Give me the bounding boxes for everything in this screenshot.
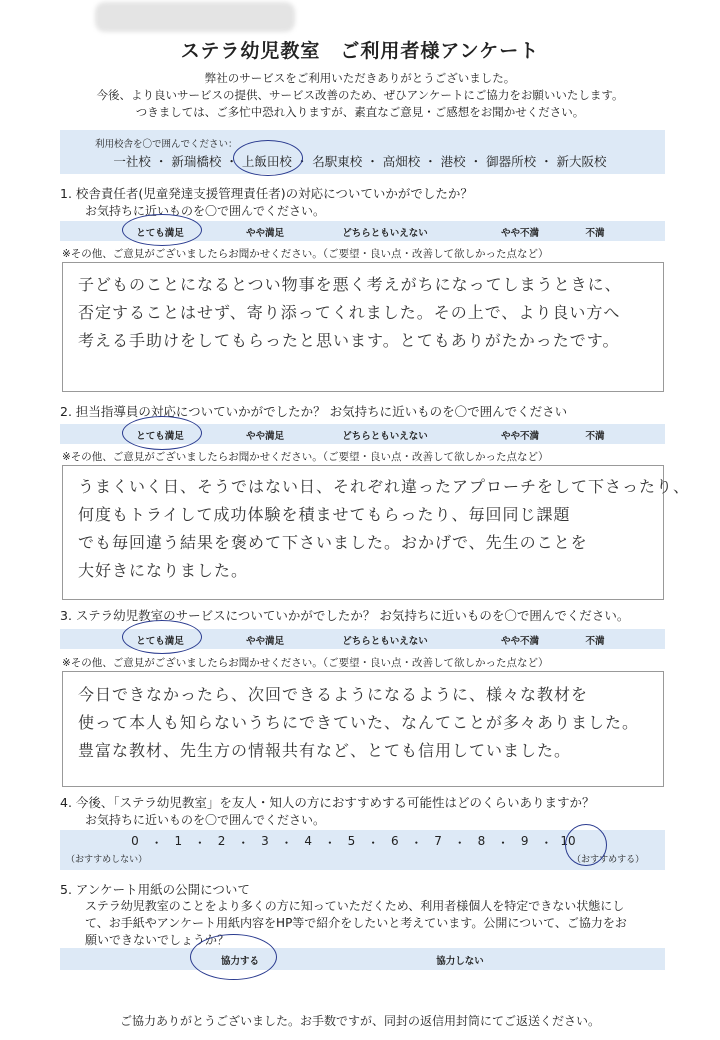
q1-option-5: 不満 — [585, 228, 605, 239]
q4-scale-number: 0 — [131, 834, 139, 848]
q3-note-label: ※その他、ご意見がございましたらお聞かせください。（ご要望・良い点・改善して欲しかった点など） — [62, 657, 549, 669]
q4-scale-number: 5 — [347, 834, 356, 848]
q4-scale-number: 7 — [434, 834, 442, 848]
school-list: 一社校 ・ 新瑞橋校 ・ 上飯田校 ・ 名駅東校 ・ 高畑校 ・ 港校 ・ 御器所校 ・ 新大阪校 — [113, 154, 607, 169]
school-select-label: 利用校舎を〇で囲んでください： — [95, 139, 238, 150]
q3-option-2: やや満足 — [245, 636, 284, 647]
q2-option-5: 不満 — [585, 431, 605, 442]
q4-scale-separator: ・ — [150, 836, 163, 850]
intro-line-1: 弊社のサービスをご利用いただきありがとうございました。 — [204, 71, 516, 85]
q4-scale-separator: ・ — [410, 836, 423, 850]
q5-body-line-1: ステラ幼児教室のことをより多くの方に知っていただくため、利用者様個人を特定できない状態にし — [85, 899, 625, 913]
q4-scale-number: 8 — [477, 834, 486, 848]
q4-scale-number: 4 — [304, 834, 312, 848]
q4-scale-separator: ・ — [323, 836, 336, 850]
q5-body-line-3: 願いできないでしょうか？ — [85, 933, 230, 947]
q3-answer-line-3: 豊富な教材、先生方の情報共有など、とても信用していました。 — [78, 741, 572, 760]
q1-selection-circle — [122, 214, 202, 246]
q2-selection-circle — [122, 416, 202, 450]
q4-scale-number: 6 — [390, 834, 399, 848]
q4-scale-number: 1 — [174, 834, 183, 848]
q4-scale-separator: ・ — [497, 836, 510, 850]
q3-title: 3. ステラ幼児教室のサービスについていかがでしたか？ お気持ちに近いものを〇で囲んでください。 — [60, 608, 630, 623]
q2-title: 2. 担当指導員の対応についていかがでしたか？ お気持ちに近いものを〇で囲んでください — [60, 404, 568, 419]
q1-answer-line-3: 考える手助けをしてもらったと思います。とてもありがたかったです。 — [78, 331, 620, 350]
q2-answer-line-3: でも毎回違う結果を褒めて下さいました。おかげで、先生のことを — [78, 533, 588, 552]
q3-answer-line-1: 今日できなかったら、次回できるようになるように、様々な教材を — [78, 685, 589, 704]
q2-option-1: とても満足 — [136, 431, 184, 442]
q4-scale-separator: ・ — [453, 836, 466, 850]
survey-title: ステラ幼児教室 ご利用者様アンケート — [180, 40, 540, 62]
q4-scale-separator: ・ — [367, 836, 380, 850]
q3-selection-circle — [122, 620, 202, 654]
q2-option-4: やや不満 — [500, 431, 539, 442]
q2-option-3: どちらともいえない — [342, 431, 428, 442]
q4-scale-separator: ・ — [280, 836, 293, 850]
q3-option-5: 不満 — [585, 636, 605, 647]
school-selection-circle — [233, 140, 303, 176]
redacted-name-blur — [95, 2, 295, 32]
q1-note-label: ※その他、ご意見がございましたらお聞かせください。（ご要望・良い点・改善して欲しかった点など） — [62, 248, 549, 260]
q5-option-decline: 協力しない — [436, 956, 484, 967]
q2-answer-line-2: 何度もトライして成功体験を積ませてもらったり、毎回同じ課題 — [78, 505, 571, 524]
q1-option-2: やや満足 — [245, 228, 284, 239]
q4-low-label: （おすすめしない） — [66, 855, 148, 865]
q4-sub: お気持ちに近いものを〇で囲んでください。 — [85, 813, 326, 827]
q4-scale-separator: ・ — [237, 836, 250, 850]
q3-option-4: やや不満 — [500, 636, 539, 647]
footer-thanks: ご協力ありがとうございました。お手数ですが、同封の返信用封筒にてご返送ください。 — [119, 1014, 600, 1028]
q4-scale-number: 2 — [217, 834, 226, 848]
q3-answer-line-2: 使って本人も知らないうちにできていた、なんてことが多々ありました。 — [78, 713, 640, 732]
q1-title: 1. 校舎責任者(児童発達支援管理責任者)の対応についていかがでしたか？ — [60, 186, 473, 201]
intro-line-3: つきましては、ご多忙中恐れ入りますが、素直なご意見・ご感想をお聞かせください。 — [135, 105, 585, 119]
q1-option-3: どちらともいえない — [342, 228, 428, 239]
q4-high-label: （おすすめする） — [572, 855, 645, 865]
q2-option-2: やや満足 — [245, 431, 284, 442]
q4-selection-circle — [565, 824, 607, 866]
q4-scale-number: 10 — [560, 834, 576, 848]
q5-option-agree: 協力する — [220, 956, 259, 967]
q4-scale-number: 9 — [520, 834, 529, 848]
q5-title: 5. アンケート用紙の公開について — [60, 882, 250, 897]
q1-option-1: とても満足 — [136, 228, 184, 239]
q5-selection-circle — [190, 934, 277, 980]
q1-option-4: やや不満 — [500, 228, 539, 239]
q5-body-line-2: て、お手紙やアンケート用紙内容をHP等で紹介をしたいと考えています。公開について、ご協力をお — [85, 916, 627, 930]
q4-scale-separator: ・ — [193, 836, 206, 850]
q3-option-3: どちらともいえない — [342, 636, 428, 647]
q4-title: 4. 今後、「ステラ幼児教室」を友人・知人の方におすすめする可能性はどのくらいありますか？ — [60, 795, 595, 810]
q2-note-label: ※その他、ご意見がございましたらお聞かせください。（ご要望・良い点・改善して欲しかった点など） — [62, 451, 549, 463]
q4-scale-number: 3 — [261, 834, 269, 848]
intro-line-2: 今後、より良いサービスの提供、サービス改善のため、ぜひアンケートにご協力をお願いいたします。 — [96, 88, 624, 102]
q4-scale-separator: ・ — [540, 836, 553, 850]
q2-answer-line-1: うまくいく日、そうではない日、それぞれ違ったアプローチをして下さったり、 — [78, 477, 691, 496]
q3-option-1: とても満足 — [136, 636, 184, 647]
q1-answer-line-1: 子どものことになるとつい物事を悪く考えがちになってしまうときに、 — [78, 275, 622, 294]
q2-answer-line-4: 大好きになりました。 — [78, 561, 249, 580]
q5-options-band — [60, 948, 665, 970]
q1-answer-line-2: 否定することはせず、寄り添ってくれました。その上で、より良い方へ — [78, 303, 621, 322]
q1-sub: お気持ちに近いものを〇で囲んでください。 — [85, 204, 326, 218]
